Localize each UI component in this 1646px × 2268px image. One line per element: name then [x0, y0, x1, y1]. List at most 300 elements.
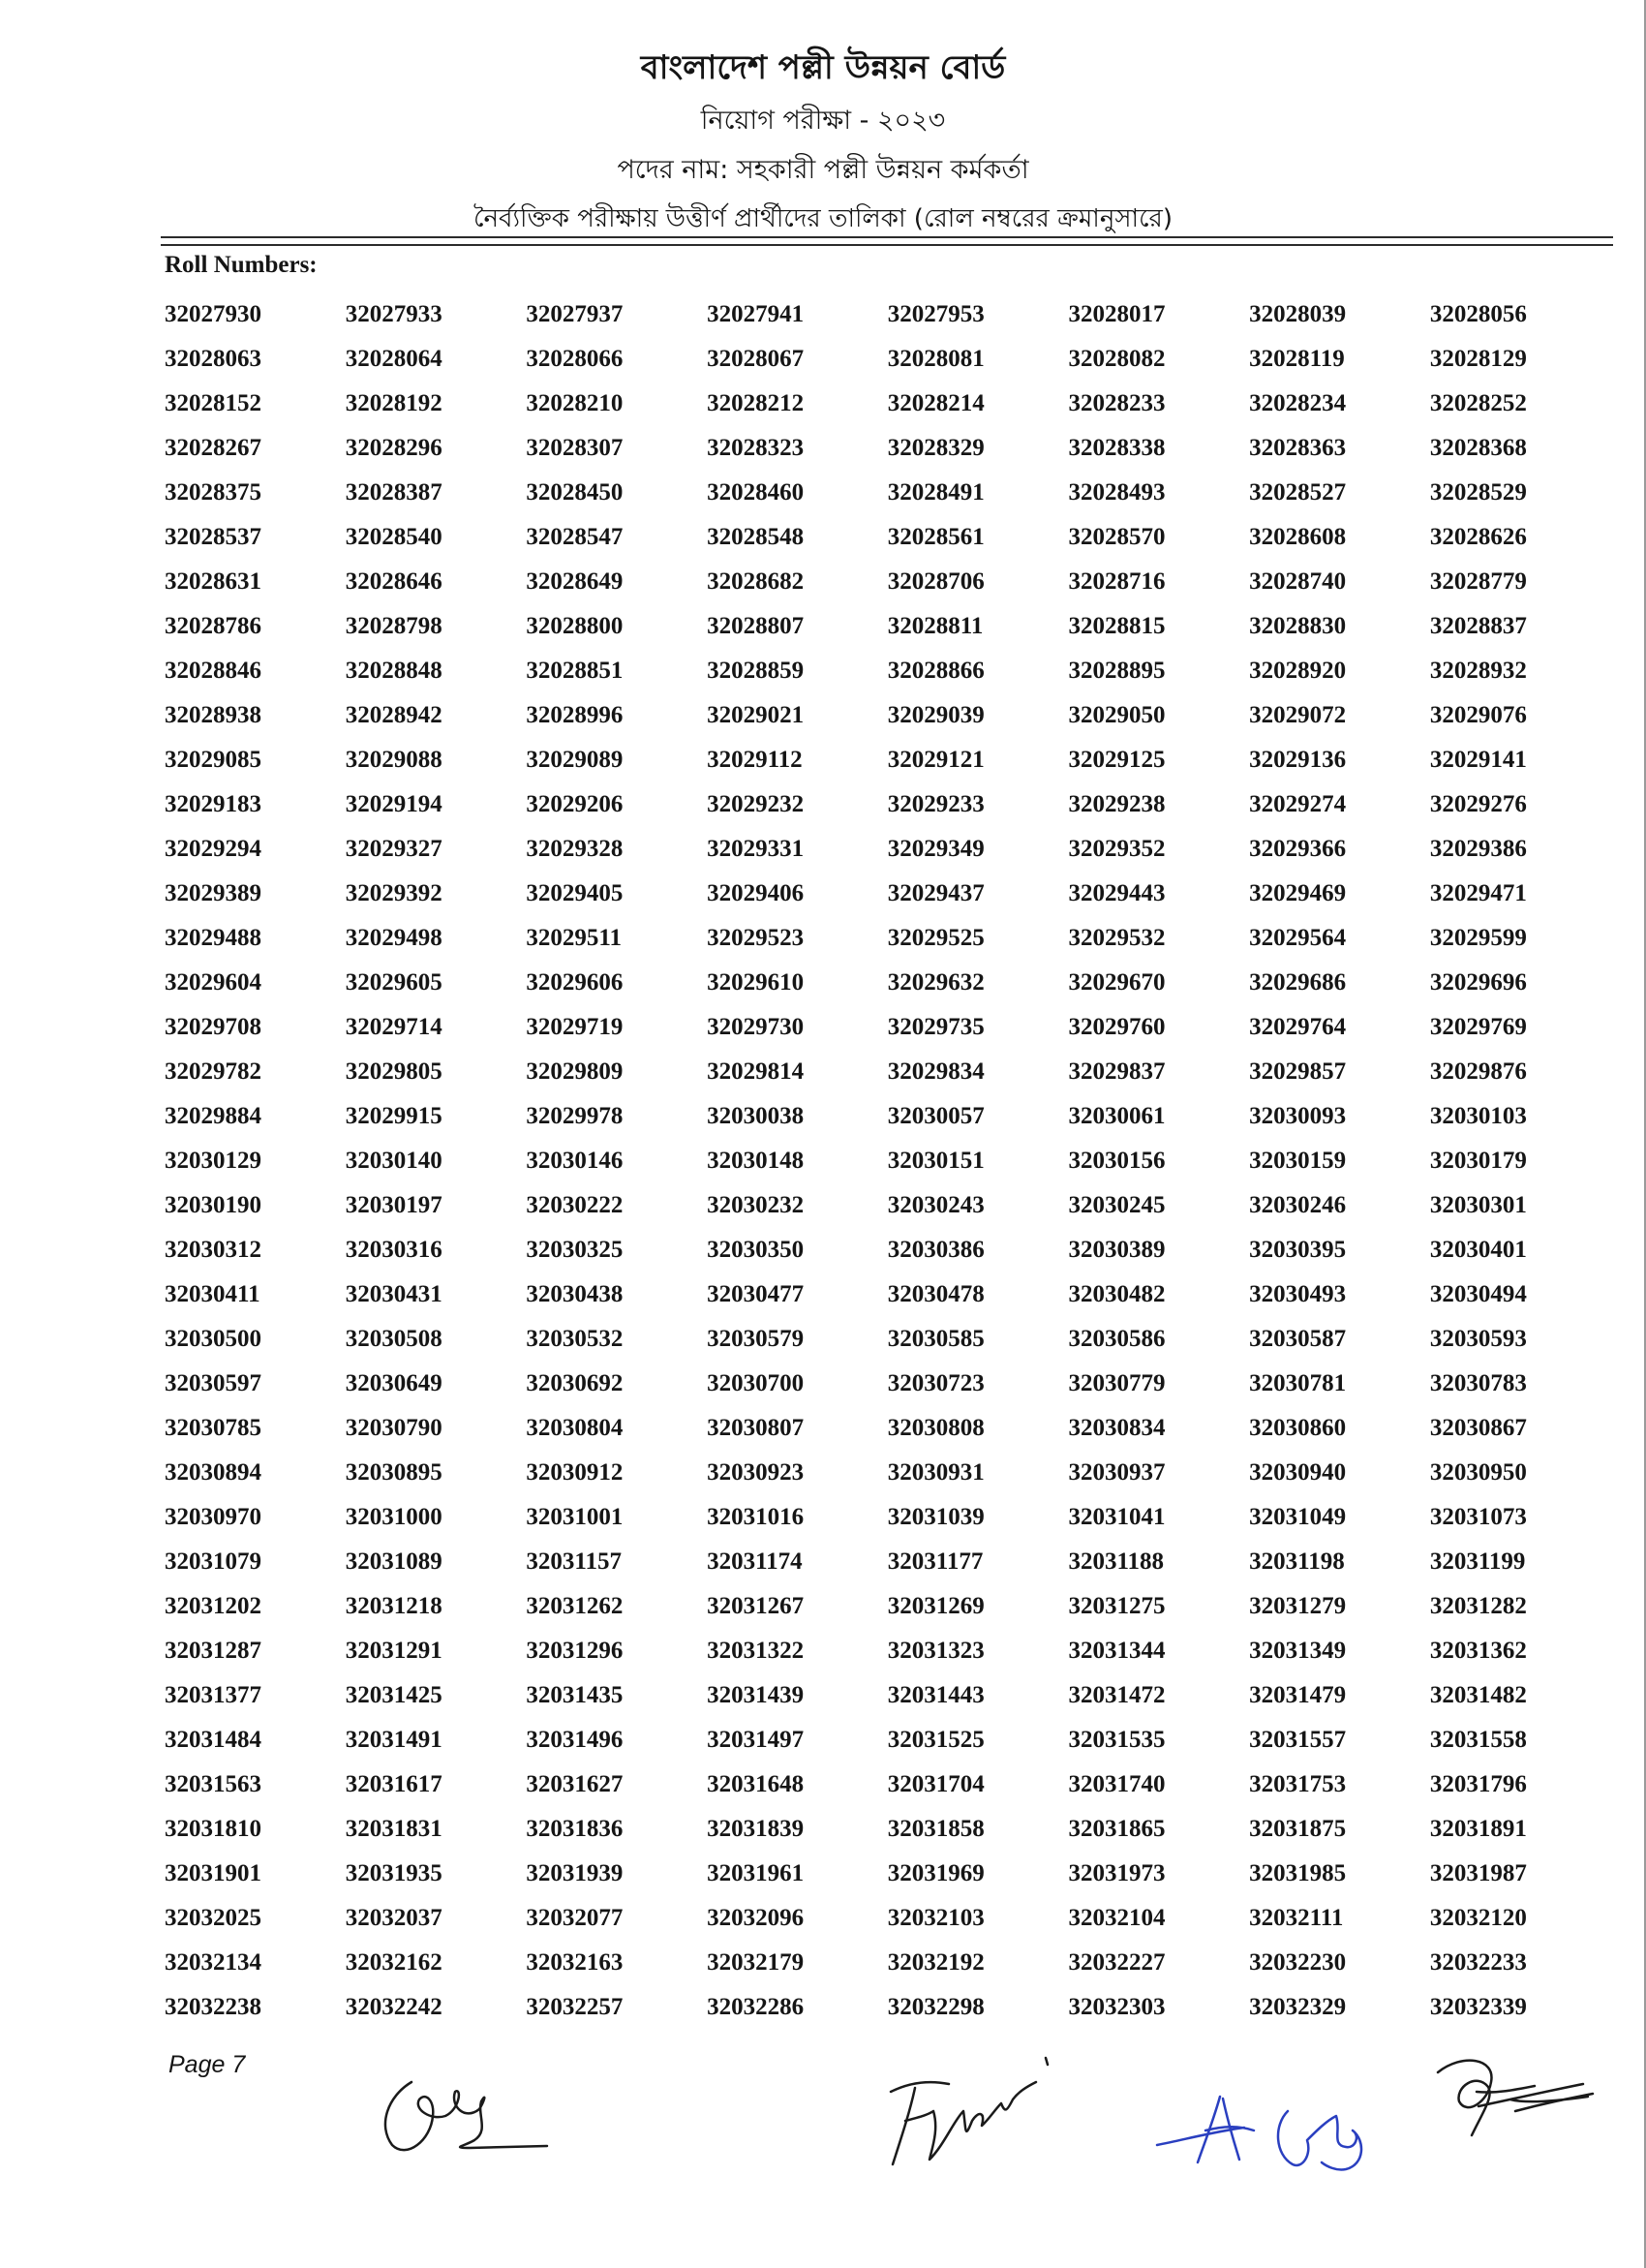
roll-number: 32031935 [345, 1860, 442, 1886]
roll-number: 32028064 [345, 346, 442, 372]
roll-number: 32031985 [1249, 1860, 1347, 1886]
roll-number: 32029605 [345, 969, 442, 996]
roll-number: 32028460 [707, 479, 805, 506]
roll-number: 32028296 [345, 435, 442, 461]
roll-number: 32028056 [1429, 301, 1527, 327]
roll-number: 32031810 [165, 1816, 261, 1842]
roll-number: 32029708 [165, 1014, 261, 1040]
roll-number: 32030179 [1429, 1148, 1527, 1174]
roll-number: 32031740 [1068, 1771, 1166, 1797]
roll-number: 32031439 [707, 1682, 805, 1708]
roll-number: 32029809 [526, 1058, 624, 1085]
roll-number: 32028375 [165, 479, 261, 506]
roll-number: 32031291 [345, 1638, 442, 1664]
roll-number-grid [165, 295, 1617, 2033]
roll-number: 32030912 [526, 1459, 624, 1486]
roll-number: 32031275 [1068, 1593, 1166, 1619]
roll-number: 32030790 [345, 1415, 442, 1441]
roll-number: 32029121 [887, 747, 985, 773]
roll-number: 32028631 [165, 568, 261, 595]
roll-number: 32031362 [1429, 1638, 1527, 1664]
roll-number: 32030940 [1249, 1459, 1347, 1486]
roll-number: 32031016 [707, 1504, 805, 1530]
roll-number: 32032162 [345, 1949, 442, 1976]
roll-number: 32029085 [165, 747, 261, 773]
roll-number: 32028608 [1249, 524, 1347, 550]
roll-number: 32029076 [1429, 702, 1527, 728]
roll-numbers-heading: Roll Numbers: [165, 252, 318, 278]
roll-number: 32031199 [1429, 1548, 1526, 1575]
roll-number: 32029437 [887, 880, 985, 906]
roll-number: 32029294 [165, 836, 261, 862]
roll-number: 32029857 [1249, 1058, 1347, 1085]
roll-number: 32031079 [165, 1548, 261, 1575]
roll-number: 32031482 [1429, 1682, 1527, 1708]
roll-number: 32030723 [887, 1370, 985, 1396]
roll-number: 32030159 [1249, 1148, 1347, 1174]
roll-number: 32030061 [1068, 1103, 1166, 1129]
roll-number: 32029392 [345, 880, 442, 906]
roll-number: 32030895 [345, 1459, 442, 1486]
roll-number: 32029978 [526, 1103, 624, 1129]
roll-number: 32029443 [1068, 880, 1166, 906]
roll-number: 32031969 [887, 1860, 985, 1886]
roll-number: 32032163 [526, 1949, 624, 1976]
roll-number: 32028547 [526, 524, 624, 550]
roll-number: 32029141 [1429, 747, 1527, 773]
roll-number: 32031377 [165, 1682, 261, 1708]
roll-number: 32032298 [887, 1994, 985, 2020]
roll-number: 32031000 [345, 1504, 442, 1530]
roll-number: 32031296 [526, 1638, 624, 1664]
signature-3 [1147, 2077, 1389, 2189]
roll-number: 32030649 [345, 1370, 442, 1396]
roll-number: 32030057 [887, 1103, 985, 1129]
roll-number: 32028779 [1429, 568, 1527, 595]
header-rule-top [161, 236, 1613, 238]
roll-number: 32029331 [707, 836, 805, 862]
roll-number: 32031001 [526, 1504, 624, 1530]
roll-number: 32031839 [707, 1816, 805, 1842]
roll-number: 32028561 [887, 524, 985, 550]
roll-number: 32028942 [345, 702, 442, 728]
roll-number: 32029021 [707, 702, 805, 728]
roll-number: 32030783 [1429, 1370, 1527, 1396]
roll-number: 32030482 [1068, 1281, 1166, 1307]
roll-number: 32031218 [345, 1593, 442, 1619]
roll-number: 32030146 [526, 1148, 624, 1174]
roll-number: 32030395 [1249, 1237, 1347, 1263]
roll-number: 32028837 [1429, 613, 1527, 639]
roll-number: 32028066 [526, 346, 624, 372]
roll-number: 32030140 [345, 1148, 442, 1174]
roll-number: 32028938 [165, 702, 261, 728]
roll-number: 32030950 [1429, 1459, 1527, 1486]
roll-number: 32031349 [1249, 1638, 1347, 1664]
roll-number: 32032238 [165, 1994, 261, 2020]
roll-number: 32031891 [1429, 1816, 1527, 1842]
roll-number: 32031535 [1068, 1727, 1166, 1753]
roll-number: 32029814 [707, 1058, 805, 1085]
roll-number: 32030325 [526, 1237, 624, 1263]
roll-number: 32031627 [526, 1771, 624, 1797]
roll-number: 32028338 [1068, 435, 1166, 461]
roll-number: 32029488 [165, 925, 261, 951]
roll-number: 32029405 [526, 880, 624, 906]
roll-number: 32030779 [1068, 1370, 1166, 1396]
roll-number: 32030350 [707, 1237, 805, 1263]
roll-number: 32030312 [165, 1237, 261, 1263]
roll-number: 32029238 [1068, 791, 1166, 817]
roll-number: 32031344 [1068, 1638, 1166, 1664]
roll-number: 32029735 [887, 1014, 985, 1040]
roll-number: 32029604 [165, 969, 261, 996]
roll-number: 32031901 [165, 1860, 261, 1886]
roll-number: 32030834 [1068, 1415, 1166, 1441]
roll-number: 32028830 [1249, 613, 1347, 639]
roll-number: 32028063 [165, 346, 261, 372]
roll-number: 32029471 [1429, 880, 1527, 906]
roll-number: 32030232 [707, 1192, 805, 1218]
roll-number: 32028716 [1068, 568, 1166, 595]
roll-number: 32028786 [165, 613, 261, 639]
roll-number: 32031987 [1429, 1860, 1527, 1886]
roll-number: 32030692 [526, 1370, 624, 1396]
roll-number: 32028152 [165, 390, 261, 416]
roll-number: 32032111 [1249, 1905, 1344, 1931]
roll-number: 32029525 [887, 925, 985, 951]
roll-number: 32031831 [345, 1816, 442, 1842]
roll-number: 32030156 [1068, 1148, 1166, 1174]
roll-number: 32030478 [887, 1281, 985, 1307]
roll-number: 32031323 [887, 1638, 985, 1664]
roll-number: 32028192 [345, 390, 442, 416]
roll-number: 32032303 [1068, 1994, 1166, 2020]
roll-number: 32030867 [1429, 1415, 1527, 1441]
roll-number: 32028895 [1068, 658, 1166, 684]
roll-number: 32028214 [887, 390, 985, 416]
roll-number: 32031174 [707, 1548, 803, 1575]
roll-number: 32031484 [165, 1727, 261, 1753]
roll-number: 32030508 [345, 1326, 442, 1352]
roll-number: 32028570 [1068, 524, 1166, 550]
roll-number: 32028706 [887, 568, 985, 595]
roll-number: 32030807 [707, 1415, 805, 1441]
roll-number: 32031435 [526, 1682, 624, 1708]
roll-number: 32031202 [165, 1593, 261, 1619]
exam-title: নিয়োগ পরীক্ষা - ২০২৩ [700, 106, 946, 136]
roll-number: 32030222 [526, 1192, 624, 1218]
roll-number: 32028866 [887, 658, 985, 684]
roll-number: 32031558 [1429, 1727, 1527, 1753]
roll-number: 32031479 [1249, 1682, 1347, 1708]
roll-number: 32030438 [526, 1281, 624, 1307]
roll-number: 32028807 [707, 613, 805, 639]
post-name: পদের নাম: সহকারী পল্লী উন্নয়ন কর্মকর্তা [617, 155, 1029, 185]
roll-number: 32028798 [345, 613, 442, 639]
roll-number: 32031961 [707, 1860, 805, 1886]
roll-number: 32030386 [887, 1237, 985, 1263]
roll-number: 32029884 [165, 1103, 261, 1129]
roll-number: 32029730 [707, 1014, 805, 1040]
roll-number: 32032233 [1429, 1949, 1527, 1976]
roll-number: 32030894 [165, 1459, 261, 1486]
roll-number: 32030431 [345, 1281, 442, 1307]
roll-number: 32030500 [165, 1326, 261, 1352]
roll-number: 32031267 [707, 1593, 805, 1619]
roll-number: 32029511 [526, 925, 622, 951]
roll-number: 32030579 [707, 1326, 805, 1352]
roll-number: 32029327 [345, 836, 442, 862]
header-rule-bottom [161, 244, 1613, 246]
roll-number: 32030532 [526, 1326, 624, 1352]
roll-number: 32031865 [1068, 1816, 1166, 1842]
roll-number: 32031497 [707, 1727, 805, 1753]
roll-number: 32029406 [707, 880, 805, 906]
roll-number: 32029532 [1068, 925, 1166, 951]
roll-number: 32028649 [526, 568, 624, 595]
roll-number: 32029610 [707, 969, 805, 996]
roll-number: 32029088 [345, 747, 442, 773]
roll-number: 32030923 [707, 1459, 805, 1486]
roll-number: 32031041 [1068, 1504, 1166, 1530]
roll-number: 32030151 [887, 1148, 985, 1174]
roll-number: 32028851 [526, 658, 624, 684]
roll-number: 32030700 [707, 1370, 805, 1396]
roll-number: 32030103 [1429, 1103, 1527, 1129]
roll-number: 32028387 [345, 479, 442, 506]
roll-number: 32032242 [345, 1994, 442, 2020]
roll-number: 32028800 [526, 613, 624, 639]
roll-number: 32029760 [1068, 1014, 1166, 1040]
signature-4 [1418, 2043, 1612, 2160]
roll-number: 32029233 [887, 791, 985, 817]
roll-number: 32028450 [526, 479, 624, 506]
roll-number: 32030401 [1429, 1237, 1527, 1263]
roll-number: 32030190 [165, 1192, 261, 1218]
roll-number: 32029352 [1068, 836, 1166, 862]
roll-number: 32030411 [165, 1281, 260, 1307]
roll-number: 32030804 [526, 1415, 624, 1441]
roll-number: 32031279 [1249, 1593, 1347, 1619]
roll-number: 32031875 [1249, 1816, 1347, 1842]
roll-number: 32030781 [1249, 1370, 1347, 1396]
roll-number: 32032077 [526, 1905, 624, 1931]
roll-number: 32029498 [345, 925, 442, 951]
roll-number: 32031796 [1429, 1771, 1527, 1797]
roll-number: 32030493 [1249, 1281, 1347, 1307]
roll-number: 32032257 [526, 1994, 624, 2020]
roll-number: 32028017 [1068, 301, 1166, 327]
roll-number: 32031557 [1249, 1727, 1347, 1753]
roll-number: 32028646 [345, 568, 442, 595]
roll-number: 32031198 [1249, 1548, 1345, 1575]
roll-number: 32029696 [1429, 969, 1527, 996]
roll-number: 32029606 [526, 969, 624, 996]
roll-number: 32027941 [707, 301, 805, 327]
roll-number: 32032329 [1249, 1994, 1347, 2020]
roll-number: 32027933 [345, 301, 442, 327]
roll-number: 32028081 [887, 346, 985, 372]
roll-number: 32031753 [1249, 1771, 1347, 1797]
roll-number: 32028267 [165, 435, 261, 461]
roll-number: 32031939 [526, 1860, 624, 1886]
roll-number: 32030129 [165, 1148, 261, 1174]
roll-number: 32029089 [526, 747, 624, 773]
roll-number: 32028082 [1068, 346, 1166, 372]
roll-number: 32030587 [1249, 1326, 1347, 1352]
roll-number: 32029523 [707, 925, 805, 951]
roll-number: 32031269 [887, 1593, 985, 1619]
roll-number: 32032230 [1249, 1949, 1347, 1976]
roll-number: 32028234 [1249, 390, 1347, 416]
roll-number: 32028540 [345, 524, 442, 550]
roll-number: 32032286 [707, 1994, 805, 2020]
roll-number: 32028307 [526, 435, 624, 461]
roll-number: 32028119 [1249, 346, 1345, 372]
roll-number: 32032103 [887, 1905, 985, 1931]
roll-number: 32028493 [1068, 479, 1166, 506]
roll-number: 32029837 [1068, 1058, 1166, 1085]
roll-number: 32031177 [887, 1548, 984, 1575]
roll-number: 32028491 [887, 479, 985, 506]
roll-number: 32029876 [1429, 1058, 1527, 1085]
roll-number: 32029206 [526, 791, 624, 817]
roll-number: 32028537 [165, 524, 261, 550]
roll-number: 32029834 [887, 1058, 985, 1085]
roll-number: 32031617 [345, 1771, 442, 1797]
roll-number: 32029050 [1068, 702, 1166, 728]
roll-number: 32028323 [707, 435, 805, 461]
roll-number: 32028212 [707, 390, 805, 416]
roll-number: 32030148 [707, 1148, 805, 1174]
roll-number: 32030316 [345, 1237, 442, 1263]
roll-number: 32029764 [1249, 1014, 1347, 1040]
roll-number: 32029632 [887, 969, 985, 996]
roll-number: 32029039 [887, 702, 985, 728]
roll-number: 32030585 [887, 1326, 985, 1352]
roll-number: 32031157 [526, 1548, 622, 1575]
roll-number: 32028626 [1429, 524, 1527, 550]
roll-number: 32031973 [1068, 1860, 1166, 1886]
roll-number: 32028811 [887, 613, 984, 639]
roll-number: 32032096 [707, 1905, 805, 1931]
roll-number: 32028252 [1429, 390, 1527, 416]
roll-number: 32029686 [1249, 969, 1347, 996]
roll-number: 32030860 [1249, 1415, 1347, 1441]
roll-number: 32029805 [345, 1058, 442, 1085]
roll-number: 32031039 [887, 1504, 985, 1530]
roll-number: 32031496 [526, 1727, 624, 1753]
roll-number: 32031287 [165, 1638, 261, 1664]
roll-number: 32029389 [165, 880, 261, 906]
roll-number: 32029599 [1429, 925, 1527, 951]
roll-number: 32029349 [887, 836, 985, 862]
roll-number: 32029782 [165, 1058, 261, 1085]
roll-number: 32032025 [165, 1905, 261, 1931]
roll-number: 32030593 [1429, 1326, 1527, 1352]
roll-number: 32031425 [345, 1682, 442, 1708]
roll-number: 32030597 [165, 1370, 261, 1396]
roll-number: 32032104 [1068, 1905, 1166, 1931]
roll-number: 32031525 [887, 1727, 985, 1753]
roll-number: 32029136 [1249, 747, 1347, 773]
roll-number: 32028039 [1249, 301, 1347, 327]
roll-number: 32029072 [1249, 702, 1347, 728]
roll-number: 32028368 [1429, 435, 1527, 461]
roll-number: 32030970 [165, 1504, 261, 1530]
roll-number: 32029276 [1429, 791, 1527, 817]
roll-number: 32029769 [1429, 1014, 1527, 1040]
roll-number: 32028846 [165, 658, 261, 684]
roll-number: 32029112 [707, 747, 803, 773]
roll-number: 32031282 [1429, 1593, 1527, 1619]
roll-number: 32027937 [526, 301, 624, 327]
roll-number: 32028067 [707, 346, 805, 372]
roll-number: 32030389 [1068, 1237, 1166, 1263]
roll-number: 32028210 [526, 390, 624, 416]
roll-number: 32031073 [1429, 1504, 1527, 1530]
organization-title: বাংলাদেশ পল্লী উন্নয়ন বোর্ড [640, 48, 1006, 87]
roll-number: 32028682 [707, 568, 805, 595]
roll-number: 32032192 [887, 1949, 985, 1976]
roll-number: 32030243 [887, 1192, 985, 1218]
roll-number: 32031322 [707, 1638, 805, 1664]
roll-number: 32031491 [345, 1727, 442, 1753]
roll-number: 32032227 [1068, 1949, 1166, 1976]
roll-number: 32030785 [165, 1415, 261, 1441]
roll-number: 32031648 [707, 1771, 805, 1797]
roll-number: 32030586 [1068, 1326, 1166, 1352]
roll-number: 32028529 [1429, 479, 1527, 506]
roll-number: 32031472 [1068, 1682, 1166, 1708]
roll-number: 32029366 [1249, 836, 1347, 862]
roll-number: 32028740 [1249, 568, 1347, 595]
roll-number: 32027953 [887, 301, 985, 327]
roll-number: 32031049 [1249, 1504, 1347, 1530]
roll-number: 32028848 [345, 658, 442, 684]
page-number: Page 7 [168, 2051, 246, 2078]
roll-number: 32030301 [1429, 1192, 1527, 1218]
roll-number: 32032179 [707, 1949, 805, 1976]
roll-number: 32032339 [1429, 1994, 1527, 2020]
roll-number: 32028920 [1249, 658, 1347, 684]
roll-number: 32031443 [887, 1682, 985, 1708]
roll-number: 32032134 [165, 1949, 261, 1976]
roll-number: 32028527 [1249, 479, 1347, 506]
roll-number: 32029915 [345, 1103, 442, 1129]
roll-number: 32030808 [887, 1415, 985, 1441]
roll-number: 32029183 [165, 791, 261, 817]
roll-number: 32030931 [887, 1459, 985, 1486]
roll-number: 32030197 [345, 1192, 442, 1218]
roll-number: 32027930 [165, 301, 261, 327]
roll-number: 32029232 [707, 791, 805, 817]
roll-number: 32029564 [1249, 925, 1347, 951]
roll-number: 32029469 [1249, 880, 1347, 906]
roll-number: 32031089 [345, 1548, 442, 1575]
roll-number: 32029670 [1068, 969, 1166, 996]
roll-number: 32028859 [707, 658, 805, 684]
roll-number: 32031188 [1068, 1548, 1165, 1575]
roll-number: 32028996 [526, 702, 624, 728]
roll-number: 32028329 [887, 435, 985, 461]
signature-2 [871, 2053, 1065, 2179]
roll-number: 32028932 [1429, 658, 1527, 684]
roll-number: 32029714 [345, 1014, 442, 1040]
roll-number: 32032120 [1429, 1905, 1527, 1931]
roll-number: 32031858 [887, 1816, 985, 1842]
